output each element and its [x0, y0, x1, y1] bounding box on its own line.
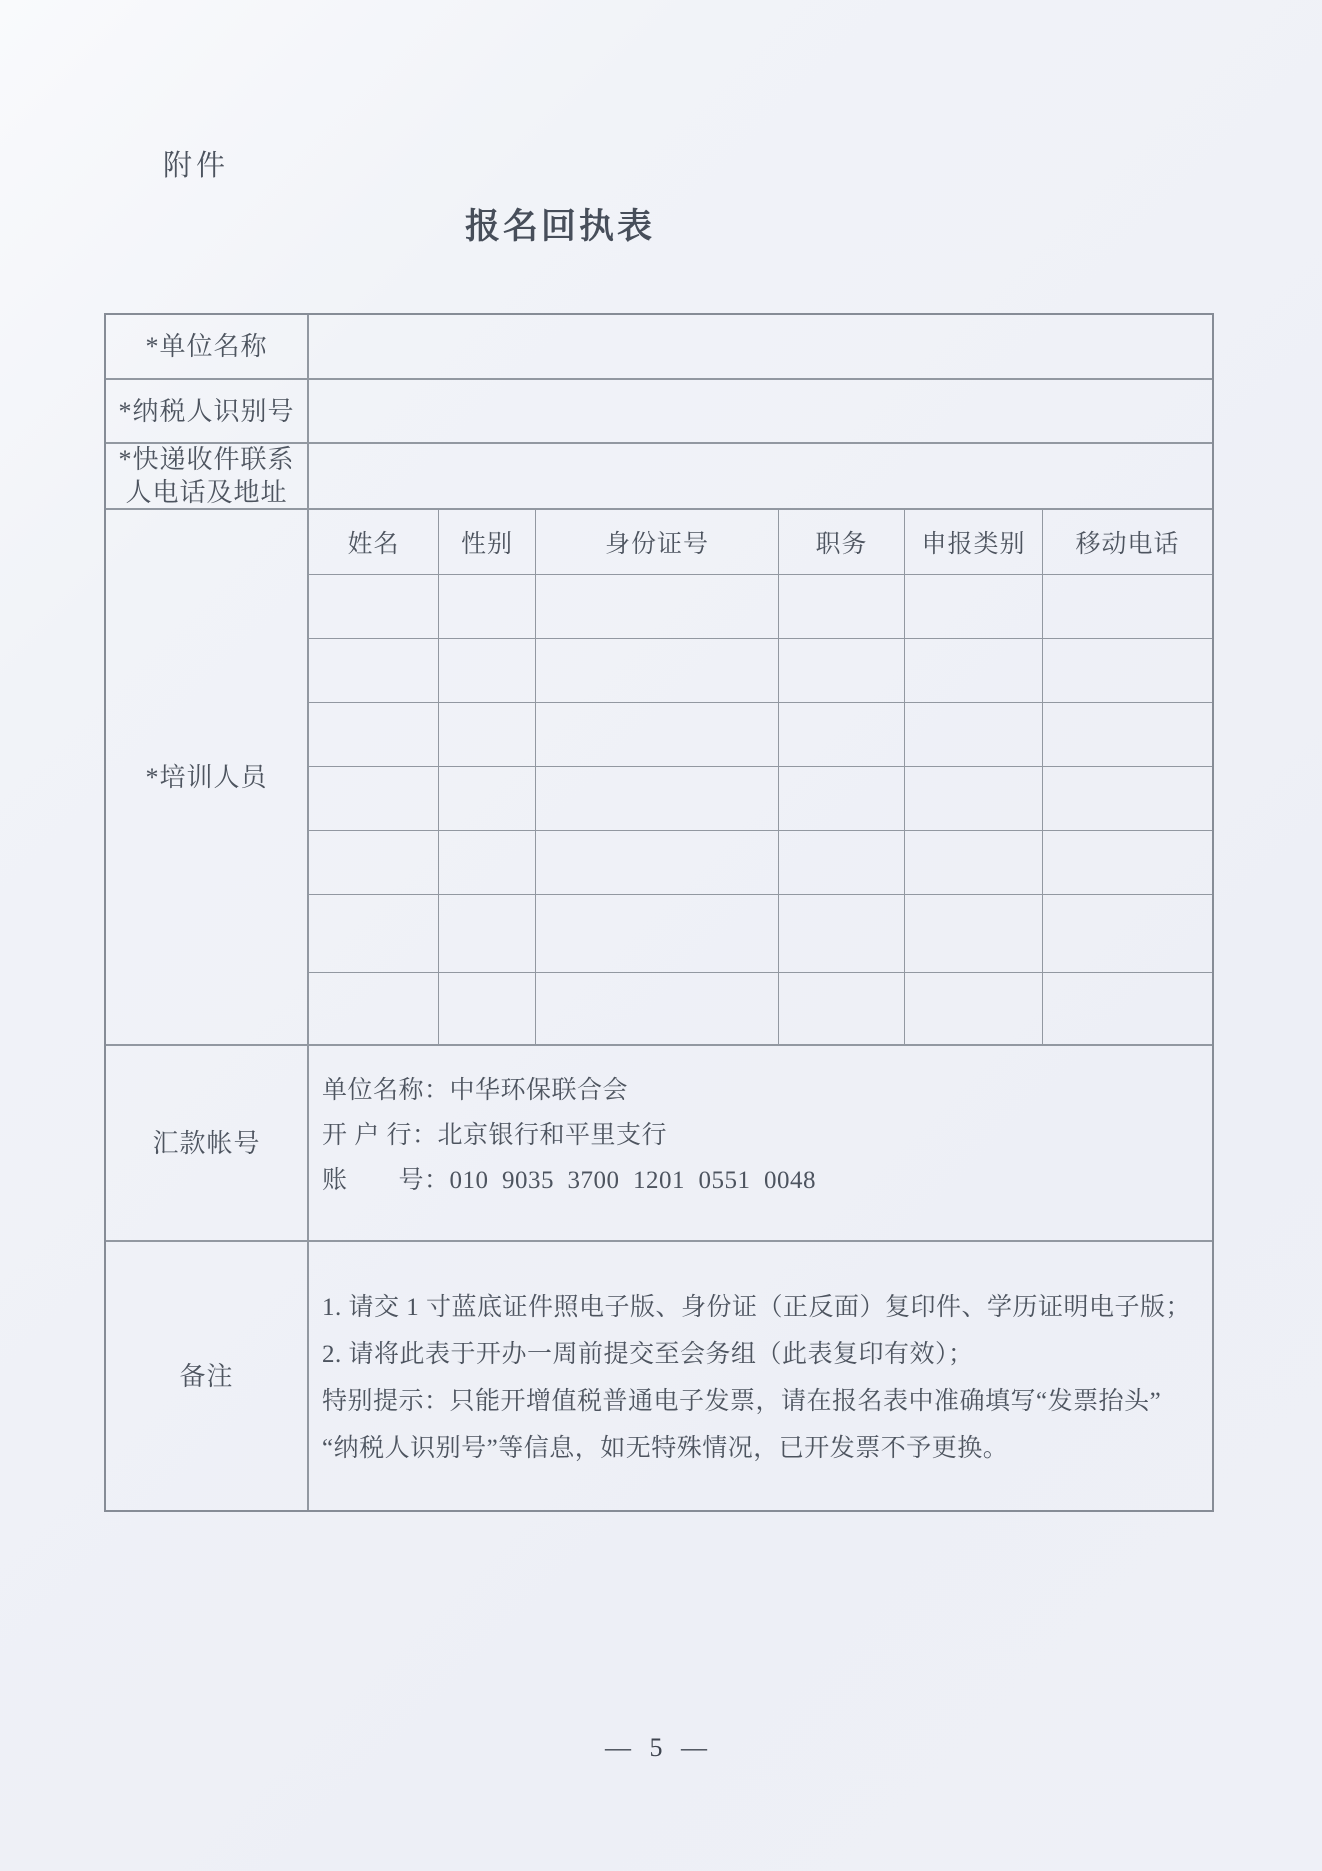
row-remarks	[106, 1242, 1212, 1510]
empty-cell-gender	[439, 831, 536, 894]
empty-cell-name	[309, 575, 439, 638]
remarks-line-2: 2. 请将此表于开办一周前提交至会务组（此表复印有效）；	[322, 1341, 974, 1368]
empty-cell-gender	[439, 575, 536, 638]
trainees-sub-table	[309, 510, 1212, 1044]
empty-cell-position	[779, 575, 905, 638]
empty-cell-gender	[439, 895, 536, 972]
attachment-label: 附件	[163, 150, 230, 182]
empty-cell-id-number	[536, 973, 779, 1044]
trainees-empty-row	[309, 767, 1212, 831]
remittance-unit-name-line: 单位名称：中华环保联合会	[322, 1077, 629, 1104]
empty-cell-id-number	[536, 895, 779, 972]
empty-cell-category	[905, 831, 1043, 894]
trainees-table-cell	[309, 510, 1212, 1044]
empty-cell-category	[905, 973, 1043, 1044]
row-taxpayer-id	[106, 380, 1212, 444]
courier-contact-label	[106, 444, 309, 508]
row-remittance-account	[106, 1046, 1212, 1242]
empty-cell-id-number	[536, 831, 779, 894]
row-trainees	[106, 510, 1212, 1046]
trainees-header-row	[309, 510, 1212, 575]
empty-cell-category	[905, 767, 1043, 830]
remarks-details-cell	[309, 1242, 1212, 1510]
empty-cell-category	[905, 895, 1043, 972]
courier-contact-label-line1: *快递收件联系	[118, 445, 295, 474]
empty-cell-id-number	[536, 703, 779, 766]
row-unit-name	[106, 315, 1212, 380]
column-header-id-number: 身份证号	[536, 510, 779, 574]
column-header-name: 姓名	[309, 510, 439, 574]
empty-cell-mobile	[1043, 831, 1212, 894]
empty-cell-position	[779, 831, 905, 894]
trainees-empty-row	[309, 703, 1212, 767]
taxpayer-id-value-cell	[309, 380, 1212, 442]
empty-cell-name	[309, 831, 439, 894]
empty-cell-mobile	[1043, 639, 1212, 702]
empty-cell-name	[309, 973, 439, 1044]
remarks-line-4: “纳税人识别号”等信息，如无特殊情况，已开发票不予更换。	[322, 1435, 1009, 1462]
empty-cell-gender	[439, 767, 536, 830]
remittance-bank-line: 开 户 行：北京银行和平里支行	[322, 1122, 668, 1149]
empty-cell-gender	[439, 703, 536, 766]
empty-cell-mobile	[1043, 767, 1212, 830]
empty-cell-id-number	[536, 767, 779, 830]
empty-cell-mobile	[1043, 575, 1212, 638]
remittance-label: 汇款帐号	[106, 1046, 309, 1240]
trainees-label: *培训人员	[106, 510, 309, 1044]
empty-cell-category	[905, 639, 1043, 702]
trainees-empty-row	[309, 639, 1212, 703]
empty-cell-position	[779, 767, 905, 830]
empty-cell-id-number	[536, 639, 779, 702]
column-header-mobile: 移动电话	[1075, 531, 1180, 558]
empty-cell-gender	[439, 639, 536, 702]
empty-cell-name	[309, 767, 439, 830]
remarks-line-3: 特别提示：只能开增值税普通电子发票，请在报名表中准确填写“发票抬头”	[322, 1388, 1162, 1415]
page-title: 报名回执表	[464, 207, 655, 246]
empty-cell-id-number	[536, 575, 779, 638]
empty-cell-position	[779, 973, 905, 1044]
courier-contact-label-line2: 人电话及地址	[125, 478, 288, 507]
remittance-details-cell	[309, 1046, 1212, 1240]
page-number: — 5 —	[605, 1733, 713, 1762]
trainees-empty-row	[309, 973, 1212, 1044]
trainees-empty-row	[309, 895, 1212, 973]
empty-cell-mobile	[1043, 895, 1212, 972]
empty-cell-name	[309, 639, 439, 702]
empty-cell-position	[779, 703, 905, 766]
empty-cell-position	[779, 639, 905, 702]
trainees-empty-row	[309, 575, 1212, 639]
empty-cell-position	[779, 895, 905, 972]
empty-cell-category	[905, 703, 1043, 766]
empty-cell-name	[309, 895, 439, 972]
remarks-label: 备注	[106, 1242, 309, 1510]
row-courier-contact	[106, 444, 1212, 510]
registration-form-table	[104, 313, 1214, 1512]
taxpayer-id-label: *纳税人识别号	[106, 380, 309, 442]
remarks-line-1: 1. 请交 1 寸蓝底证件照电子版、身份证（正反面）复印件、学历证明电子版；	[322, 1294, 1192, 1321]
unit-name-label: *单位名称	[106, 315, 309, 378]
empty-cell-category	[905, 575, 1043, 638]
column-header-position: 职务	[779, 510, 905, 574]
remarks-text-block	[309, 1242, 1212, 1472]
empty-cell-mobile	[1043, 703, 1212, 766]
trainees-empty-row	[309, 831, 1212, 895]
empty-cell-name	[309, 703, 439, 766]
courier-contact-value-cell	[309, 444, 1212, 508]
unit-name-value-cell	[309, 315, 1212, 378]
remittance-account-number-line: 账 号：010 9035 3700 1201 0551 0048	[322, 1167, 817, 1194]
column-header-gender: 性别	[439, 510, 536, 574]
empty-cell-mobile	[1043, 973, 1212, 1044]
empty-cell-gender	[439, 973, 536, 1044]
remittance-text-block	[309, 1046, 1212, 1203]
column-header-category: 申报类别	[905, 510, 1043, 574]
